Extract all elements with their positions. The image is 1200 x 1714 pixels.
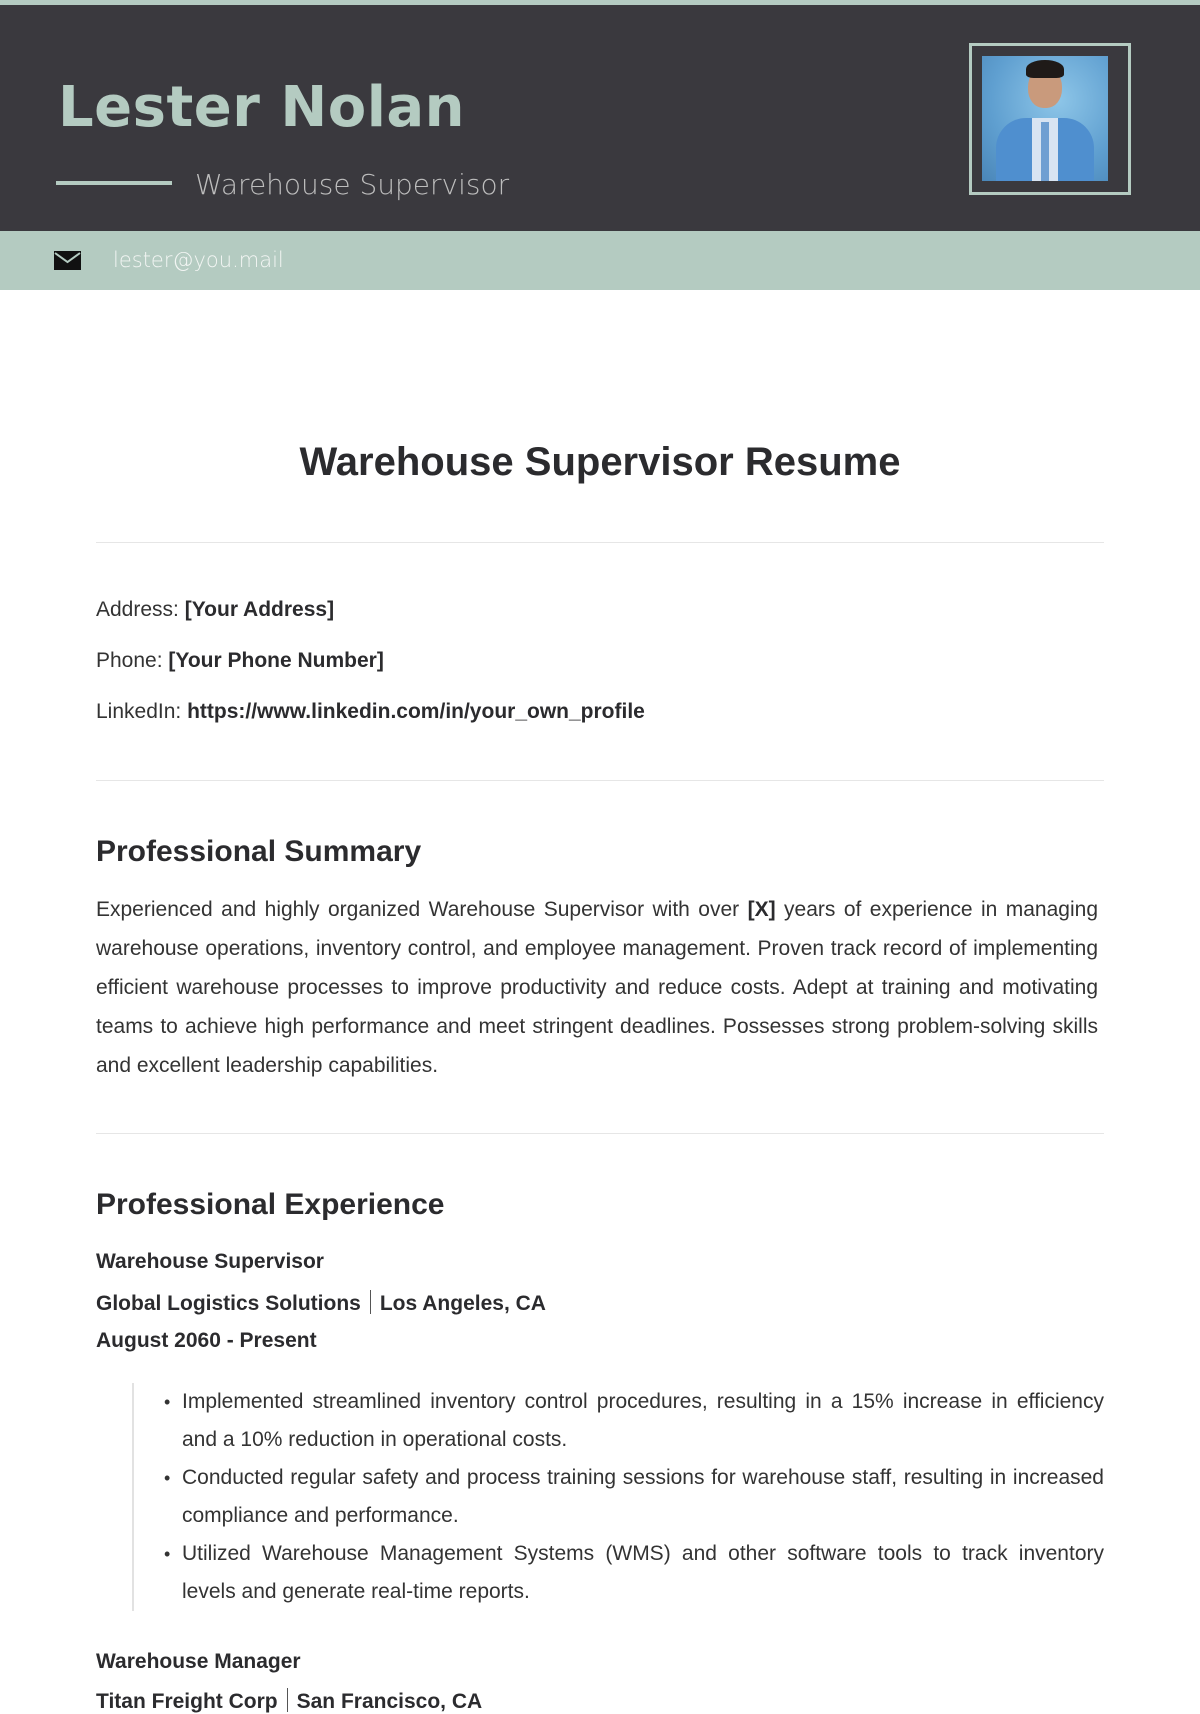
mail-icon xyxy=(54,251,81,270)
job-location: San Francisco, CA xyxy=(296,1690,483,1713)
title-accent-line xyxy=(56,181,172,185)
phone-label: Phone: xyxy=(96,649,169,672)
summary-text-part: Experienced and highly organized Warehouse Supervisor with over xyxy=(96,898,748,921)
summary-text-part: years of experience in managing warehouse operations, inventory control, and employee management. Proven track record of implementing efficient warehouse processes to improve productivity and reduce costs. Adept at training and motivating teams to achieve high performance and meet stringent deadlines. Possesses strong problem-solving skills and excellent leadership capabilities. xyxy=(96,898,1098,1077)
photo-frame xyxy=(969,43,1131,195)
resume-header xyxy=(0,5,1200,231)
achievement-item: • Implemented streamlined inventory control procedures, resulting in a 15% increase in efficiency and a 10% reduction in operational costs. xyxy=(164,1383,1104,1459)
address-line xyxy=(96,598,334,622)
phone-value: [Your Phone Number] xyxy=(168,649,384,672)
separator xyxy=(370,1290,371,1314)
job-company-location xyxy=(96,1290,546,1316)
divider xyxy=(96,1133,1104,1134)
photo-tie xyxy=(1041,122,1049,181)
candidate-name: Lester Nolan xyxy=(58,75,466,140)
job-company: Titan Freight Corp xyxy=(96,1690,278,1713)
job-company-location xyxy=(96,1688,482,1714)
experience-heading: Professional Experience xyxy=(96,1188,445,1221)
summary-heading: Professional Summary xyxy=(96,835,422,868)
contact-bar xyxy=(0,231,1200,290)
address-label: Address: xyxy=(96,598,185,621)
email-link[interactable]: lester@you.mail xyxy=(113,248,284,272)
job-role: Warehouse Manager xyxy=(96,1650,301,1673)
summary-highlight: [X] xyxy=(747,898,776,921)
job-location: Los Angeles, CA xyxy=(379,1292,546,1315)
divider xyxy=(96,542,1104,543)
phone-line xyxy=(96,649,384,673)
job-company: Global Logistics Solutions xyxy=(96,1292,361,1315)
address-value: [Your Address] xyxy=(184,598,335,621)
linkedin-label: LinkedIn: xyxy=(96,700,188,723)
job-achievements xyxy=(132,1383,1104,1611)
job-dates: August 2060 - Present xyxy=(96,1329,317,1352)
job-role: Warehouse Supervisor xyxy=(96,1250,324,1273)
separator xyxy=(287,1688,288,1712)
candidate-job-title: Warehouse Supervisor xyxy=(195,168,510,201)
linkedin-link[interactable]: https://www.linkedin.com/in/your_own_profile xyxy=(187,700,645,723)
divider xyxy=(96,780,1104,781)
document-title: Warehouse Supervisor Resume xyxy=(299,440,901,484)
linkedin-line xyxy=(96,700,645,724)
profile-photo xyxy=(982,56,1108,181)
achievement-item: • Conducted regular safety and process training sessions for warehouse staff, resulting in increased compliance and performance. xyxy=(164,1459,1104,1535)
achievement-item: • Utilized Warehouse Management Systems (WMS) and other software tools to track inventory levels and generate real-time reports. xyxy=(164,1535,1104,1611)
photo-hair xyxy=(1026,60,1064,78)
summary-text xyxy=(96,890,1098,1085)
